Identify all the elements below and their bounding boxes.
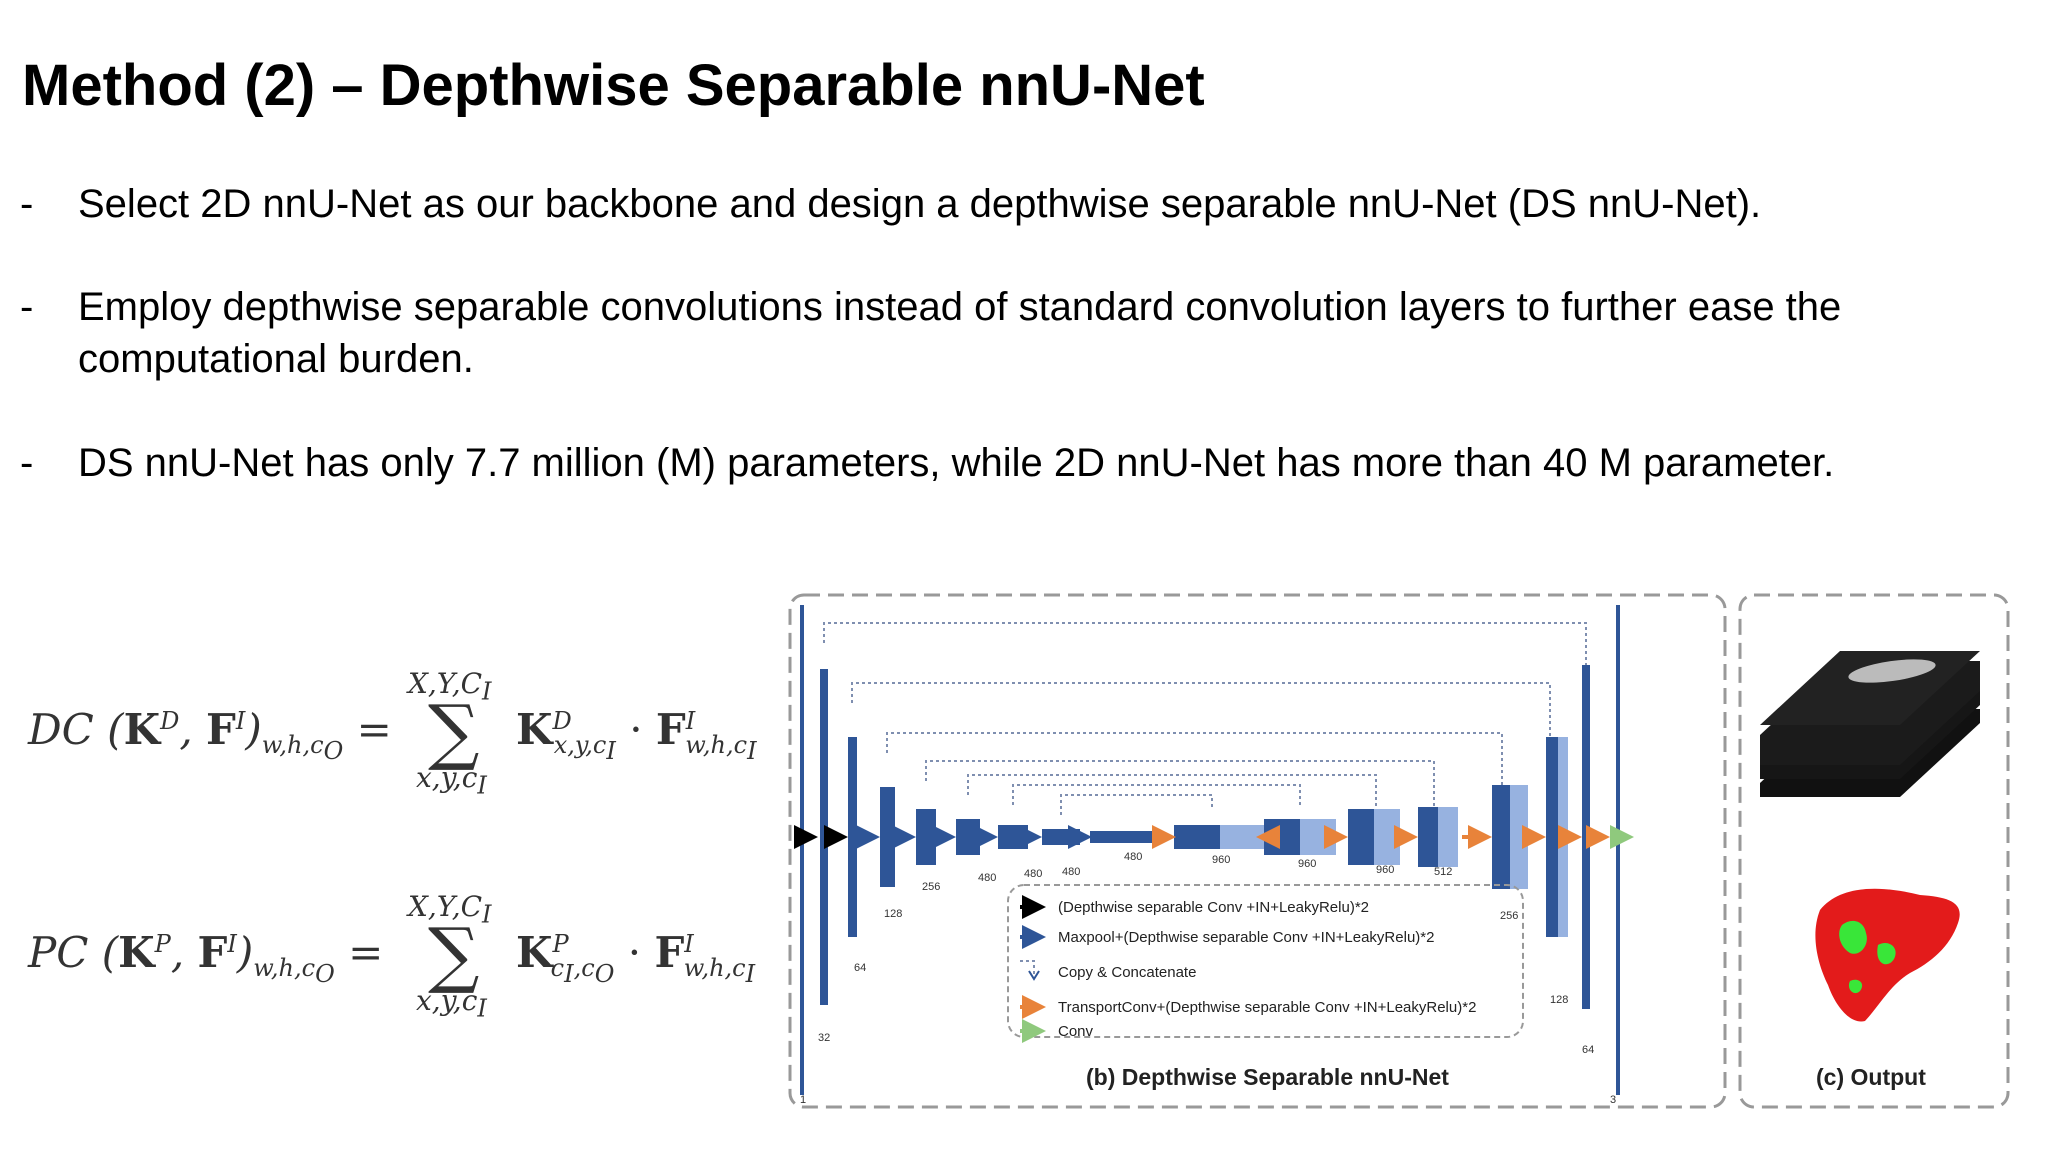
encoder-block: [956, 819, 980, 855]
legend-item-text: Maxpool+(Depthwise separable Conv +IN+LeakyRelu)*2: [1058, 929, 1435, 946]
sum-upper-limit: $X,Y,C_I$: [408, 890, 492, 929]
decoder-block: [1582, 665, 1590, 1009]
concat-block: [1438, 807, 1458, 867]
encoder-block: [1042, 829, 1080, 845]
legend-item-text: Conv: [1058, 1023, 1094, 1040]
legend: [1020, 899, 1476, 1040]
decoder-block: [1546, 737, 1558, 937]
decoder-block: [1348, 809, 1374, 865]
encoder-block: [998, 825, 1028, 849]
encoder-block: [916, 809, 936, 865]
bullet-dash: -: [20, 441, 34, 485]
encoder-block: [848, 737, 857, 937]
encoder-block: [820, 669, 828, 1005]
channel-label: 960: [1298, 858, 1317, 870]
channel-label: 32: [818, 1032, 831, 1044]
channel-label: 128: [1550, 994, 1569, 1006]
encoder-block: [880, 787, 895, 887]
concat-block: [1300, 819, 1336, 855]
concat-block: [1374, 809, 1400, 865]
legend-item-text: TransportConv+(Depthwise separable Conv +IN+LeakyRelu)*2: [1058, 999, 1477, 1016]
sum-upper-limit: $X,Y,C_I$: [408, 667, 492, 706]
feature-blocks: [802, 605, 1618, 1095]
bullet-text: DS nnU-Net has only 7.7 million (M) parameters, while 2D nnU-Net has more than 40 M parameter.: [78, 441, 1835, 485]
skip-connections: [824, 623, 1586, 815]
decoder-block: [1418, 807, 1438, 867]
channel-label: 64: [1582, 1044, 1595, 1056]
decoder-block: [1492, 785, 1510, 889]
legend-item-text: (Depthwise separable Conv +IN+LeakyRelu)*2: [1058, 899, 1370, 916]
channel-label: 480: [1062, 866, 1081, 878]
skip-connection: [824, 623, 1586, 807]
channel-label: 256: [922, 881, 941, 893]
skip-connection: [1061, 795, 1212, 815]
bullet-dash: -: [20, 182, 34, 226]
channel-label: 480: [1024, 868, 1043, 880]
skip-connection: [968, 775, 1376, 807]
slide-title: Method (2) – Depthwise Separable nnU-Net: [22, 53, 1205, 118]
network-caption: (b) Depthwise Separable nnU-Net: [1086, 1064, 1449, 1090]
channel-label: 512: [1434, 866, 1453, 878]
bullet-dash: -: [20, 285, 34, 329]
bullet-text: Select 2D nnU-Net as our backbone and design a depthwise separable nnU-Net (DS nnU-Net).: [78, 182, 1762, 226]
channel-label: 128: [884, 908, 903, 920]
concat-block: [1220, 825, 1266, 849]
network-diagram: [780, 585, 2020, 1125]
sum-lower-limit: $x,y,c_I$: [416, 984, 487, 1023]
skip-connection: [852, 683, 1550, 807]
sum-symbol: ∑: [428, 912, 480, 996]
skip-connection: [887, 733, 1502, 807]
decoder-block: [1174, 825, 1220, 849]
channel-label: 480: [1124, 851, 1143, 863]
concat-block: [1558, 737, 1568, 937]
channel-label: 960: [1376, 864, 1395, 876]
ct-volume-icon: [1760, 651, 1980, 797]
channel-label: 480: [978, 872, 997, 884]
concat-block: [1510, 785, 1528, 889]
channel-label: 64: [854, 962, 867, 974]
formula-lhs: PC ($K^P$, $F^I)_{w,h,c_O}$ =: [28, 928, 384, 989]
channel-label: 1: [800, 1094, 807, 1106]
legend-item-text: Copy & Concatenate: [1058, 964, 1197, 981]
channel-label: 3: [1610, 1094, 1617, 1106]
formula-rhs: $K^D_{x,y,c_I} \cdot F^I_{w,h,c_I}$: [516, 705, 757, 766]
formula-lhs: DC ($K^D$, $F^I)_{w,h,c_O}$ =: [28, 705, 392, 766]
sum-symbol: ∑: [428, 689, 480, 773]
channel-label: 960: [1212, 854, 1231, 866]
bottleneck-block: [1090, 831, 1160, 843]
formula-rhs: $K^P_{c_I,c_O} \cdot F^I_{w,h,c_I}$: [516, 928, 756, 989]
sum-lower-limit: $x,y,c_I$: [416, 761, 487, 800]
bullet-text: Employ depthwise separable convolutions instead of standard convolution layers to further ease the computational burden.: [78, 285, 1842, 381]
channel-label: 256: [1500, 910, 1519, 922]
liver-segmentation-icon: [1815, 889, 1959, 1022]
output-caption: (c) Output: [1816, 1064, 1926, 1090]
